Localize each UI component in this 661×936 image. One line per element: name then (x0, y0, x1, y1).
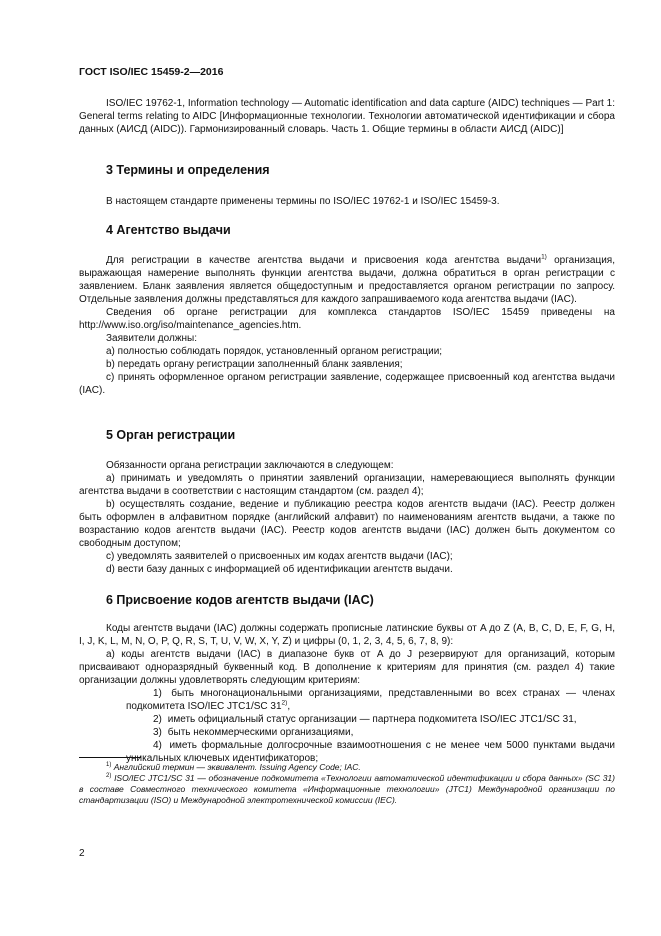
footnote-ref-2: 2) (281, 699, 288, 707)
section-4-paragraph-2: Сведения об органе регистрации для комплекса стандартов ISO/IEC 15459 приведены на http://www.iso.org/iso/maintenance_agencies.htm. (79, 307, 615, 331)
intro-reference (79, 97, 615, 136)
section-4-item-b: b) передать органу регистрации заполненный бланк заявления; (106, 359, 403, 370)
footnotes (79, 762, 615, 806)
section-6-subitem-2: 2) иметь официальный статус организации — партнера подкомитета ISO/IEC JTC1/SC 31, (153, 714, 577, 725)
footnote-1: $^{1)}$ Английский термин — эквивалент. Issuing Agency Code; IAC. (106, 762, 361, 772)
section-5-body (79, 459, 615, 576)
section-5-item-b: b) осуществлять создание, ведение и публикацию реестра кодов агентств выдачи (IAC). Реестр должен быть оформлен в алфавитном порядке (английский алфавит) по наименованиям агентств выдачи, а также по возрастанию кодов агентств выдачи (IAC). Реестр кодов агентств выдачи (IAC) должен быть документом со свободным доступом; (79, 499, 615, 549)
section-6-subitem-4: 4) иметь формальные долгосрочные взаимоотношения с не менее чем 5000 пунктами выдачи уникальных ключевых идентификаторов; (126, 740, 615, 764)
section-5-item-a: a) принимать и уведомлять о принятии заявлений организации, намеревающиеся выполнять функции агентства выдачи в соответствии с настоящим стандартом (см. раздел 4); (79, 473, 615, 497)
section-3-body (79, 195, 615, 208)
section-5-item-c: c) уведомлять заявителей о присвоенных им кодах агентств выдачи (IAC); (106, 551, 453, 562)
section-4-body (79, 254, 615, 397)
section-4-item-c: c) принять оформленное органом регистрации заявление, содержащее присвоенный код агентства выдачи (IAC). (79, 372, 615, 396)
section-5-paragraph-1: Обязанности органа регистрации заключаются в следующем: (106, 460, 394, 471)
section-4-item-a: a) полностью соблюдать порядок, установленный органом регистрации; (106, 346, 443, 357)
section-6-item-a: a) коды агентств выдачи (IAC) в диапазоне букв от A до J резервируют для организаций, которым присваивают одноразрядный буквенный код. В дополнение к критериям для принятия (см. раздел 4) такие организации должны удовлетворять следующим критериям: (79, 649, 615, 686)
intro-reference-text: ISO/IEC 19762-1, Information technology — Automatic identification and data capture (AIDC) techniques — Part 1: General terms relating to AIDC [Информационные технологии. Технологии автоматической идентификации и сбора данных (АИСД (AIDC)). Гармонизированный словарь. Часть 1. Общие термины в области АИСД (AIDC)] (79, 98, 615, 135)
footnote-divider (79, 757, 141, 758)
section-3-heading: 3 Термины и определения (106, 163, 270, 177)
footnote-2: $^{2)}$ ISO/IEC JTC1/SC 31 — обозначение подкомитета «Технологии автоматической идентификации и сбора данных» (SC 31) в составе Совместного технического комитета «Информационные технологии» (JTC1) Международной организации по стандартизации (ISO) и Международной электротехнической комиссии (IEC). (79, 773, 615, 805)
section-4-paragraph-1: Для регистрации в качестве агентства выдачи и присвоения кода агентства выдачи$^{1)}$ организация, выражающая намерение выполнять функции агентства выдачи, должна обратиться в орган регистрации с заявлением. Бланк заявления является общедоступным и предоставляется органом регистрации по запросу. Отдельные заявления должны представляться для каждого запрашиваемого кода агентства выдачи (IAC). (79, 253, 615, 305)
section-5-heading: 5 Орган регистрации (106, 428, 236, 442)
section-3-text: В настоящем стандарте применены термины по ISO/IEC 19762-1 и ISO/IEC 15459-3. (106, 196, 500, 207)
section-6-subitem-3: 3) быть некоммерческими организациями, (153, 727, 354, 738)
section-6-subitem-1: 1) быть многонациональными организациями, представленными во всех странах — членах подкомитета ISO/IEC JTC1/SC 31$^{2)}$, (126, 688, 615, 712)
document-header: ГОСТ ISO/IEC 15459-2—2016 (79, 66, 224, 78)
section-5-item-d: d) вести базу данных с информацией об идентификации агентств выдачи. (106, 564, 453, 575)
section-6-body (79, 622, 615, 765)
footnote-ref-1: 1) (541, 253, 547, 261)
section-6-heading: 6 Присвоение кодов агентств выдачи (IAC) (106, 593, 374, 607)
section-4-paragraph-3: Заявители должны: (106, 333, 198, 344)
section-6-paragraph-1: Коды агентств выдачи (IAC) должны содержать прописные латинские буквы от A до Z (A, B, C, D, E, F, G, H, I, J, K, L, M, N, O, P, Q, R, S, T, U, V, W, X, Y, Z) и цифры (0, 1, 2, 3, 4, 5, 6, 7, 8, 9): (79, 623, 615, 647)
page-number: 2 (79, 848, 85, 859)
section-4-heading: 4 Агентство выдачи (106, 223, 231, 237)
